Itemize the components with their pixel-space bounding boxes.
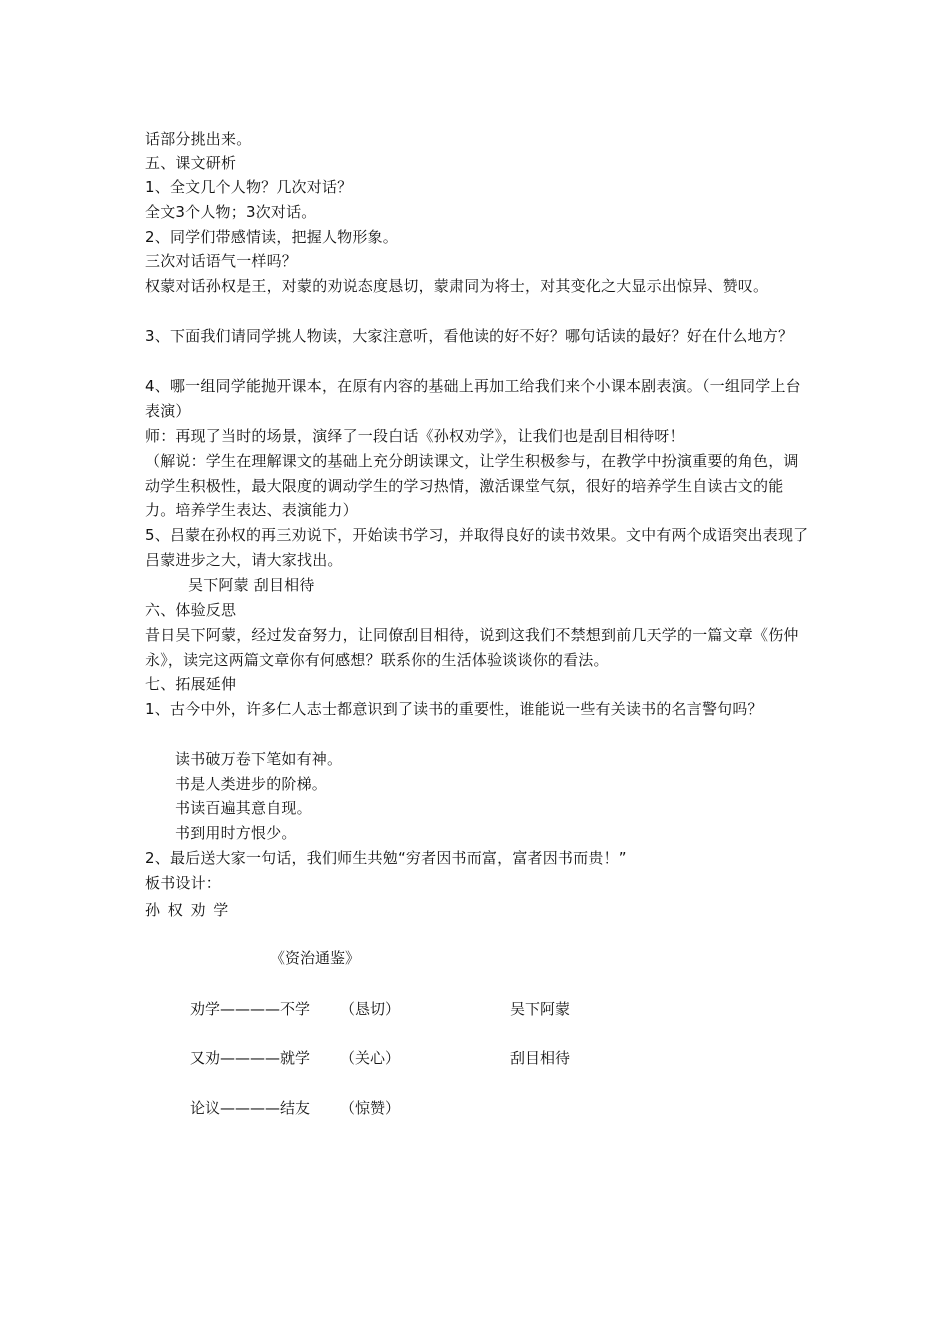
board-design-heading: 板书设计： bbox=[145, 874, 222, 892]
text-line: 三次对话语气一样吗？ bbox=[145, 252, 298, 270]
board-row-tone: （恳切） bbox=[340, 1000, 401, 1018]
question-item: 1、全文几个人物？几次对话？ bbox=[145, 178, 353, 196]
board-row-tone: （惊赞） bbox=[340, 1099, 401, 1117]
quote-line: 书读百遍其意自现。 bbox=[175, 799, 312, 817]
board-source: 《资治通鉴》 bbox=[270, 949, 361, 967]
section-heading: 五、课文研析 bbox=[145, 154, 237, 172]
quote-line: 书是人类进步的阶梯。 bbox=[175, 775, 328, 793]
text-line: 2、最后送大家一句话，我们师生共勉“穷者因书而富，富者因书而贵！” bbox=[145, 849, 627, 867]
board-row-left: 劝学————不学 bbox=[190, 1000, 311, 1018]
text-line: 话部分挑出来。 bbox=[145, 130, 252, 148]
section-heading: 七、拓展延伸 bbox=[145, 675, 237, 693]
board-title: 孙 权 劝 学 bbox=[145, 901, 229, 919]
board-row-right: 刮目相待 bbox=[510, 1049, 571, 1067]
teacher-line: 师：再现了当时的场景，演绎了一段白话《孙权劝学》，让我们也是刮目相待呀！ bbox=[145, 427, 685, 445]
question-item: 3、下面我们请同学挑人物读，大家注意听，看他读的好不好？哪句话读的最好？好在什么地方？ bbox=[145, 327, 794, 345]
paragraph: 权蒙对话孙权是王，对蒙的劝说态度恳切，蒙肃同为将士，对其变化之大显示出惊异、赞叹。 bbox=[145, 277, 769, 295]
section-heading: 六、体验反思 bbox=[145, 601, 237, 619]
board-row-tone: （关心） bbox=[340, 1049, 401, 1067]
paragraph: 昔日吴下阿蒙，经过发奋努力，让同僚刮目相待，说到这我们不禁想到前几天学的一篇文章《伤仲永》，读完这两篇文章你有何感想？联系你的生活体验谈谈你的看法。 bbox=[145, 626, 799, 669]
idiom-line: 吴下阿蒙 刮目相待 bbox=[188, 576, 315, 594]
board-row-right: 吴下阿蒙 bbox=[510, 1000, 571, 1018]
question-item: 4、哪一组同学能抛开课本，在原有内容的基础上再加工给我们来个小课本剧表演。（一组同学上台表演） bbox=[145, 377, 801, 420]
quote-line: 读书破万卷下笔如有神。 bbox=[175, 750, 343, 768]
quote-line: 书到用时方恨少。 bbox=[175, 824, 297, 842]
question-item: 2、同学们带感情读，把握人物形象。 bbox=[145, 228, 398, 246]
commentary-paragraph: （解说：学生在理解课文的基础上充分朗读课文，让学生积极参与，在教学中扮演重要的角色，调动学生积极性，最大限度的调动学生的学习热情，激活课堂气氛，很好的培养学生自读古文的能力。培养学生表达、表演能力） bbox=[145, 452, 799, 519]
question-item: 5、吕蒙在孙权的再三劝说下，开始读书学习，并取得良好的读书效果。文中有两个成语突出表现了吕蒙进步之大，请大家找出。 bbox=[145, 526, 809, 569]
board-row-left: 又劝————就学 bbox=[190, 1049, 311, 1067]
answer-line: 全文3个人物；3次对话。 bbox=[145, 203, 317, 221]
question-item: 1、古今中外，许多仁人志士都意识到了读书的重要性，谁能说一些有关读书的名言警句吗？ bbox=[145, 700, 763, 718]
board-row-left: 论议————结友 bbox=[190, 1099, 311, 1117]
